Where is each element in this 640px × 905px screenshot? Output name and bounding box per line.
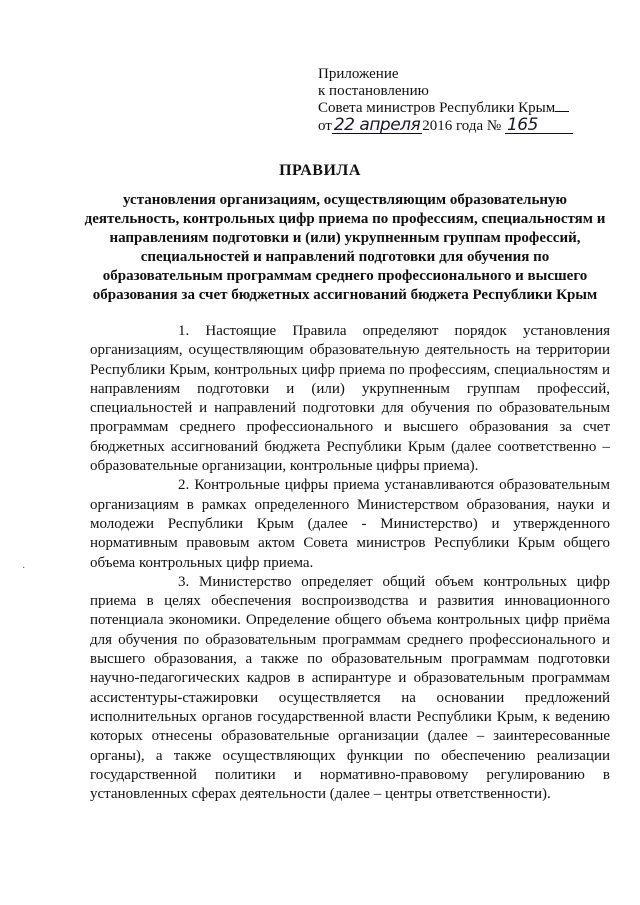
paragraph-1 bbox=[90, 322, 610, 476]
paragraph-number: 1. bbox=[178, 323, 190, 339]
handwritten-number: 165 bbox=[505, 117, 573, 134]
appendix-label: Приложение bbox=[318, 66, 399, 82]
handwritten-date: 22 апреля bbox=[333, 115, 421, 135]
margin-mark: · bbox=[22, 563, 26, 574]
paragraph-number: 3. bbox=[178, 573, 190, 590]
paragraph-text: Контрольные цифры приема устанавливаются образовательным организациям в рамках определенного Министерством образования, науки и молодежи Республики Крым (далее - Министерство) и утвержденного нормативным правовым актом Совета министров Республики Крым общего объема контрольных цифр приема. bbox=[90, 477, 610, 571]
document-title: ПРАВИЛА bbox=[279, 162, 361, 179]
paragraph-text: Настоящие Правила определяют порядок установления организациям, осуществляющим образовательную деятельность на территории Республики Крым, контрольных цифр приема по профессиям, специальностям и направлениям подготовки и (или) укрупненным группам профессий, специальностей и направлений подготовки для обучения по образовательным программам среднего профессионального и высшего образования за счет бюджетных ассигнований бюджета Республики Крым (далее соответственно – образовательные организации, контрольные цифры приема). bbox=[90, 323, 611, 475]
paragraph-text: Министерство определяет общий объем контрольных цифр приема в целях обеспечения воспроизводства и развития инновационного потенциала экономики. Определение общего объема контрольных цифр приёма для обучения по образовательным программам среднего профессионального и высшего образования, а также по образовательным программам подготовки научно-педагогических кадров в аспирантуре и образовательным программам ассистентуры-стажировки осуществляется на основании предложений исполнительных органов государственной власти Республики Крым, к ведению которых отнесены образовательные организации (далее – заинтересованные органы), а также осуществляющих функции по обеспечению реализации государственной политики и нормативно-правовому регулированию в установленных сферах деятельности (далее – центры ответственности). bbox=[90, 573, 610, 803]
paragraph-2 bbox=[90, 476, 610, 572]
council-underline bbox=[555, 111, 569, 112]
date-number-line: от 22 апреля 2016 года № 165 bbox=[318, 117, 598, 135]
document-subtitle: установления организациям, осуществляющим образовательную деятельность, контрольных цифр приема по профессиям, специальностям и направлениям подготовки и (или) укрупненным группам профессий, специальностей и направлений подготовки для обучения по образовательным программам среднего профессионального и высшего образования за счет бюджетных ассигнований бюджета Республики Крым bbox=[84, 192, 606, 303]
council-name: Совета министров Республики Крым bbox=[318, 100, 598, 117]
document-body bbox=[90, 322, 610, 804]
paragraph-number: 2. bbox=[178, 477, 190, 494]
resolution-reference: к постановлению bbox=[318, 83, 429, 99]
appendix-header bbox=[318, 66, 598, 135]
year-and-number-label: 2016 года № bbox=[422, 118, 502, 134]
paragraph-3 bbox=[90, 573, 610, 805]
